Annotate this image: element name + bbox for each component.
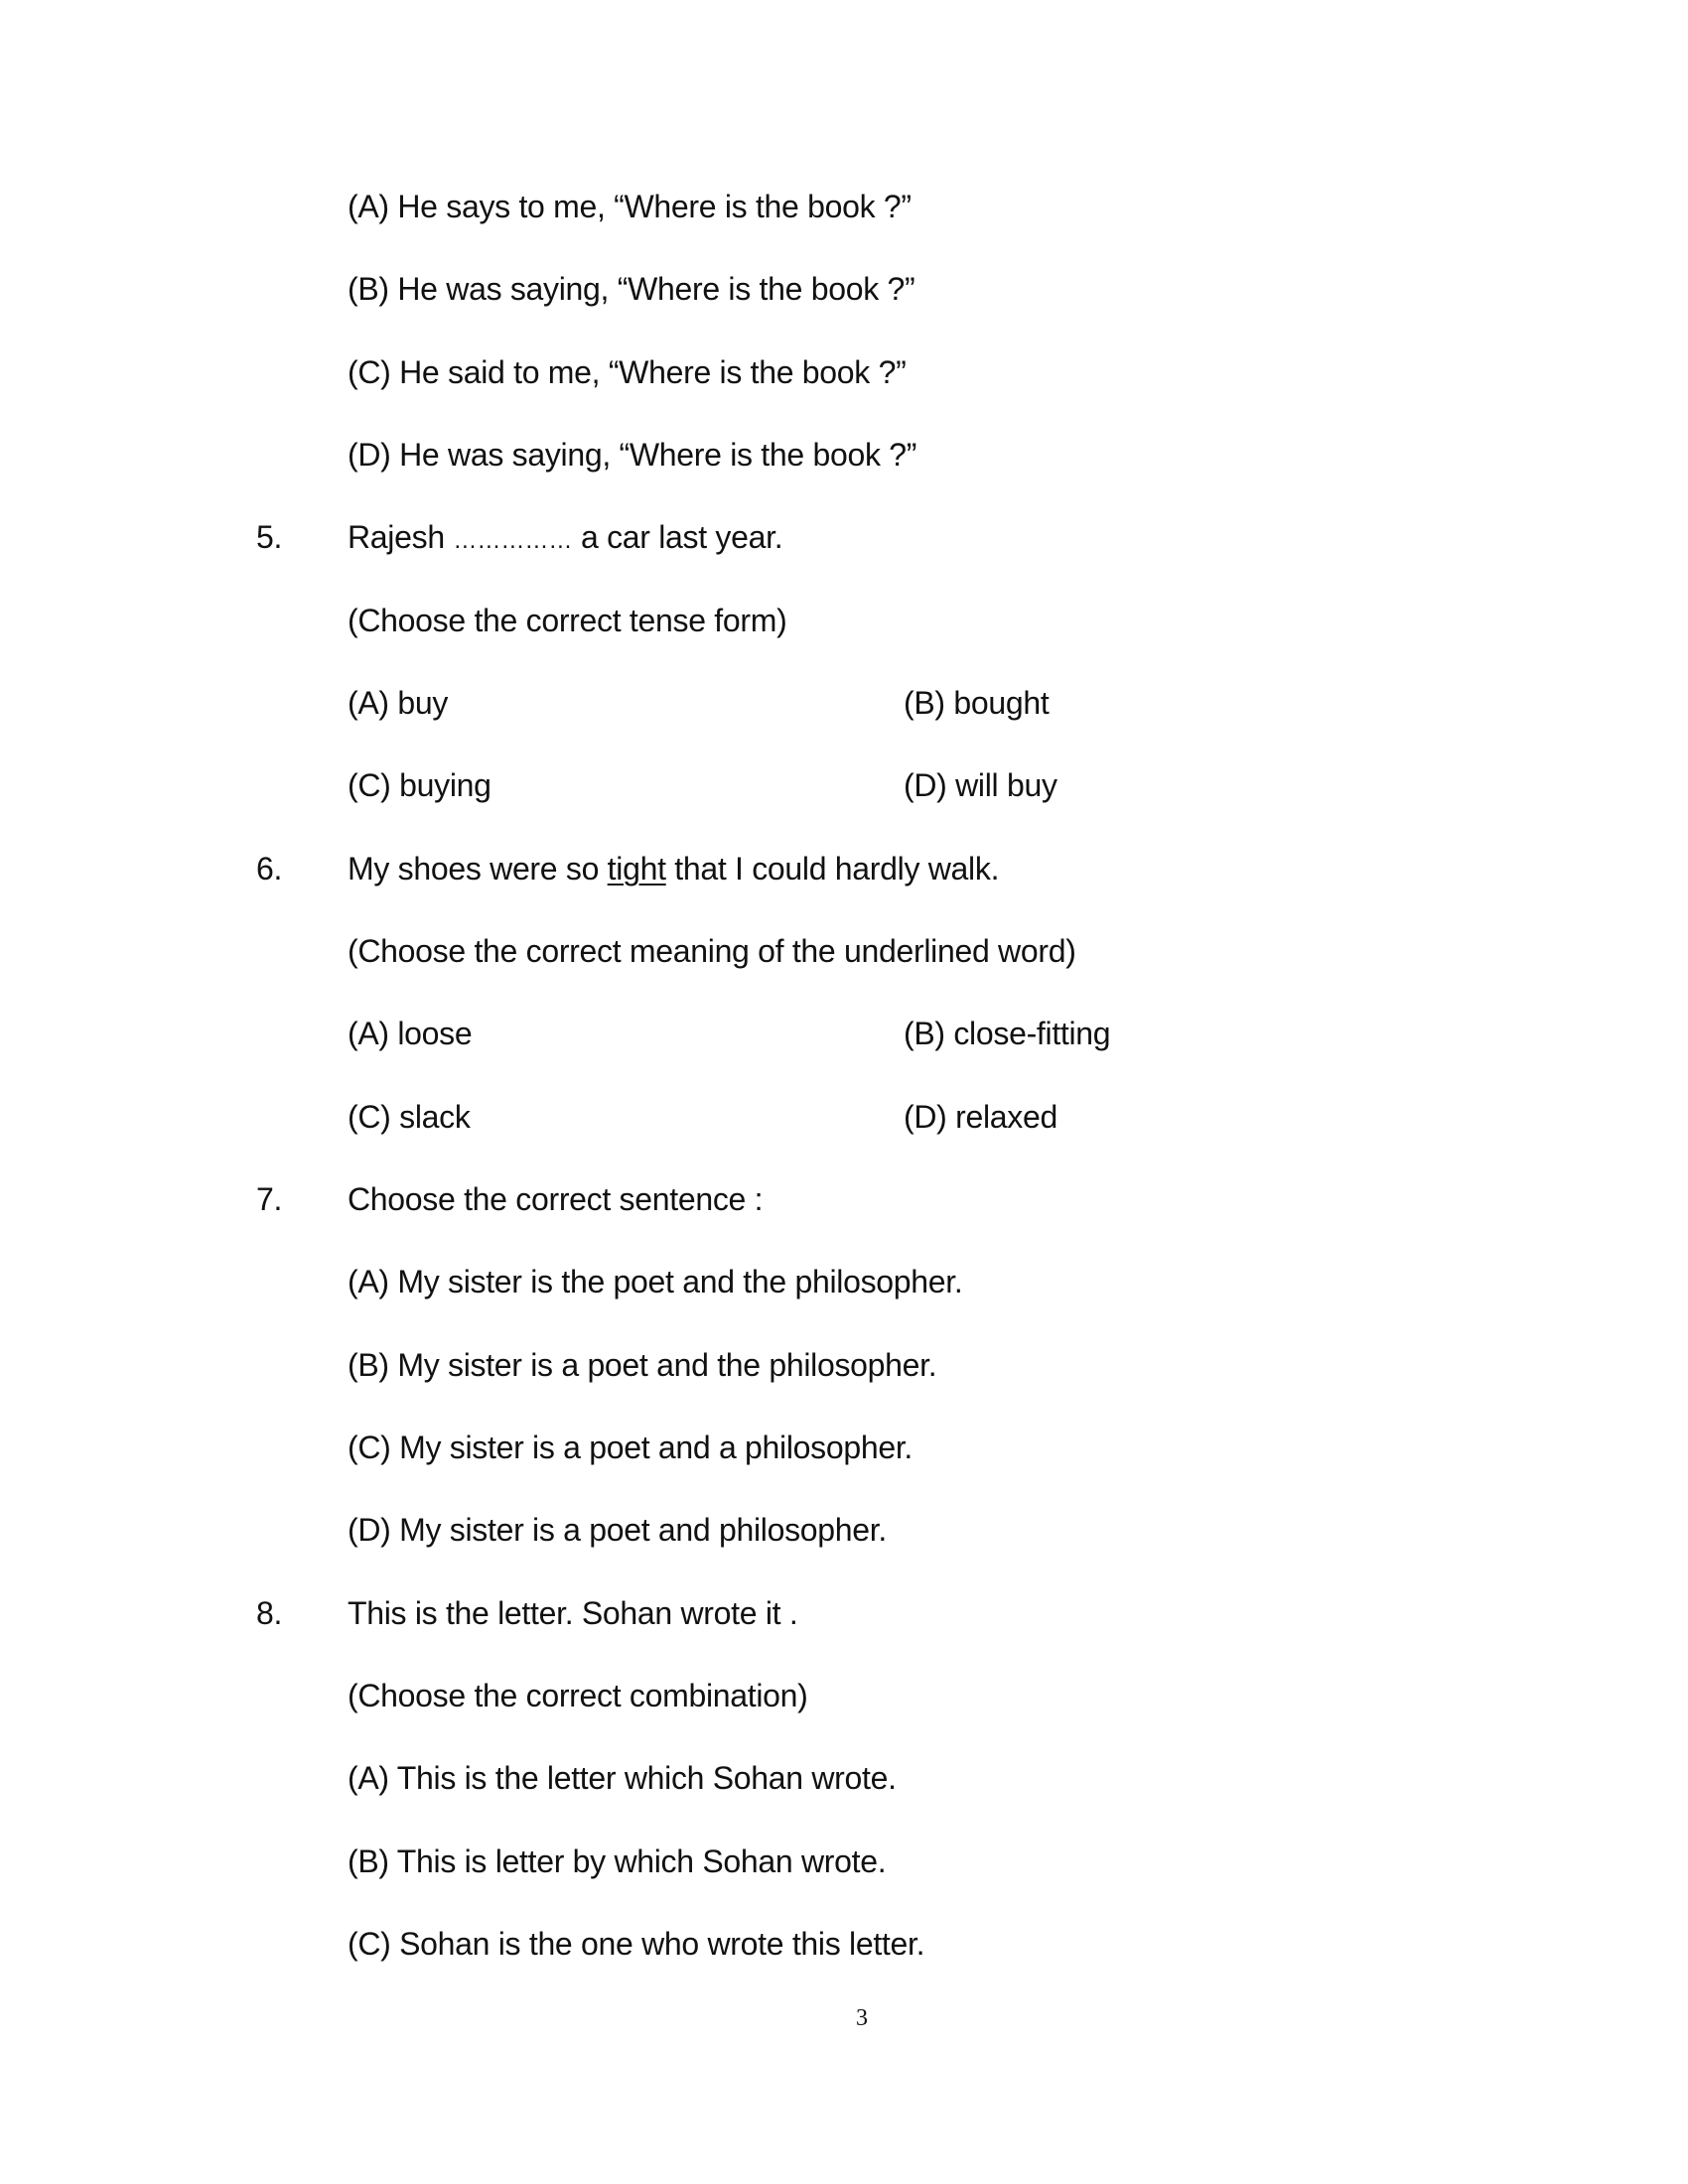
option-text: He says to me, “Where is the book ?” bbox=[397, 189, 912, 224]
option-label: (C) bbox=[348, 1430, 391, 1465]
stem-text: that I could hardly walk. bbox=[674, 851, 1000, 887]
q5-option-c bbox=[348, 763, 492, 807]
option-label: (A) bbox=[348, 189, 389, 224]
fill-blank: …………… bbox=[453, 527, 573, 554]
q4-option-c bbox=[0, 350, 1688, 394]
instruction-text: (Choose the correct tense form) bbox=[348, 603, 787, 638]
option-label: (C) bbox=[348, 354, 391, 390]
stem-text: a car last year. bbox=[581, 519, 783, 555]
q4-option-a bbox=[0, 185, 1688, 228]
option-label: (B) bbox=[348, 271, 389, 307]
q6-option-a bbox=[348, 1012, 472, 1055]
q7-option-d bbox=[0, 1508, 1688, 1552]
option-text: will buy bbox=[955, 767, 1057, 803]
q8-option-a bbox=[0, 1756, 1688, 1800]
instruction-text: (Choose the correct meaning of the underlined word) bbox=[348, 933, 1076, 969]
q8-option-b bbox=[0, 1840, 1688, 1883]
question-number: 5. bbox=[256, 519, 283, 555]
q5-stem bbox=[0, 515, 1688, 559]
option-text: He was saying, “Where is the book ?” bbox=[397, 271, 915, 307]
option-label: (A) bbox=[348, 1760, 389, 1796]
q7-stem bbox=[0, 1177, 1688, 1221]
stem-text: My shoes were so bbox=[348, 851, 600, 887]
q5-options-row-1 bbox=[0, 681, 1688, 725]
q6-option-b bbox=[904, 1012, 1110, 1055]
q6-stem bbox=[0, 847, 1688, 890]
question-number: 7. bbox=[256, 1181, 283, 1217]
question-number: 6. bbox=[256, 851, 283, 887]
option-text: My sister is the poet and the philosopher. bbox=[397, 1264, 963, 1299]
question-number: 8. bbox=[256, 1595, 283, 1631]
option-label: (C) bbox=[348, 1926, 391, 1962]
option-label: (D) bbox=[904, 767, 947, 803]
q5-option-a bbox=[348, 681, 448, 725]
option-label: (D) bbox=[904, 1099, 947, 1135]
q5-options-row-2 bbox=[0, 763, 1688, 807]
option-text: This is letter by which Sohan wrote. bbox=[396, 1843, 887, 1879]
q5-option-b bbox=[904, 681, 1049, 725]
q6-instruction bbox=[0, 929, 1688, 973]
option-text: This is the letter which Sohan wrote. bbox=[396, 1760, 897, 1796]
stem-text: This is the letter. Sohan wrote it . bbox=[348, 1595, 798, 1631]
underlined-word: tight bbox=[607, 851, 666, 887]
option-text: Sohan is the one who wrote this letter. bbox=[399, 1926, 925, 1962]
option-text: close-fitting bbox=[953, 1016, 1111, 1051]
option-label: (D) bbox=[348, 437, 391, 473]
stem-text: Choose the correct sentence : bbox=[348, 1181, 764, 1217]
option-text: relaxed bbox=[955, 1099, 1057, 1135]
stem-text: Rajesh bbox=[348, 519, 445, 555]
option-text: buy bbox=[397, 685, 449, 721]
option-label: (A) bbox=[348, 1016, 389, 1051]
option-text: slack bbox=[399, 1099, 471, 1135]
option-label: (A) bbox=[348, 685, 389, 721]
q8-instruction bbox=[0, 1674, 1688, 1717]
option-text: loose bbox=[397, 1016, 473, 1051]
instruction-text: (Choose the correct combination) bbox=[348, 1678, 808, 1713]
q7-option-b bbox=[0, 1343, 1688, 1387]
q4-option-d bbox=[0, 433, 1688, 477]
option-text: He was saying, “Where is the book ?” bbox=[399, 437, 917, 473]
q6-options-row-1 bbox=[0, 1012, 1688, 1055]
option-text: He said to me, “Where is the book ?” bbox=[399, 354, 907, 390]
q8-option-c bbox=[0, 1922, 1688, 1966]
q8-stem bbox=[0, 1591, 1688, 1635]
option-label: (B) bbox=[348, 1843, 389, 1879]
option-label: (B) bbox=[348, 1347, 389, 1383]
option-label: (B) bbox=[904, 685, 945, 721]
option-label: (C) bbox=[348, 767, 391, 803]
page-number: 3 bbox=[856, 2005, 868, 2031]
q5-option-d bbox=[904, 763, 1057, 807]
q4-option-b bbox=[0, 267, 1688, 311]
q6-options-row-2 bbox=[0, 1095, 1688, 1139]
q7-option-c bbox=[0, 1426, 1688, 1469]
option-text: bought bbox=[953, 685, 1050, 721]
option-text: buying bbox=[399, 767, 492, 803]
q7-option-a bbox=[0, 1260, 1688, 1303]
option-label: (D) bbox=[348, 1512, 391, 1548]
q6-option-c bbox=[348, 1095, 471, 1139]
q5-instruction bbox=[0, 599, 1688, 642]
option-label: (C) bbox=[348, 1099, 391, 1135]
option-text: My sister is a poet and a philosopher. bbox=[399, 1430, 914, 1465]
option-text: My sister is a poet and philosopher. bbox=[399, 1512, 887, 1548]
option-text: My sister is a poet and the philosopher. bbox=[397, 1347, 937, 1383]
option-label: (A) bbox=[348, 1264, 389, 1299]
option-label: (B) bbox=[904, 1016, 945, 1051]
q6-option-d bbox=[904, 1095, 1057, 1139]
